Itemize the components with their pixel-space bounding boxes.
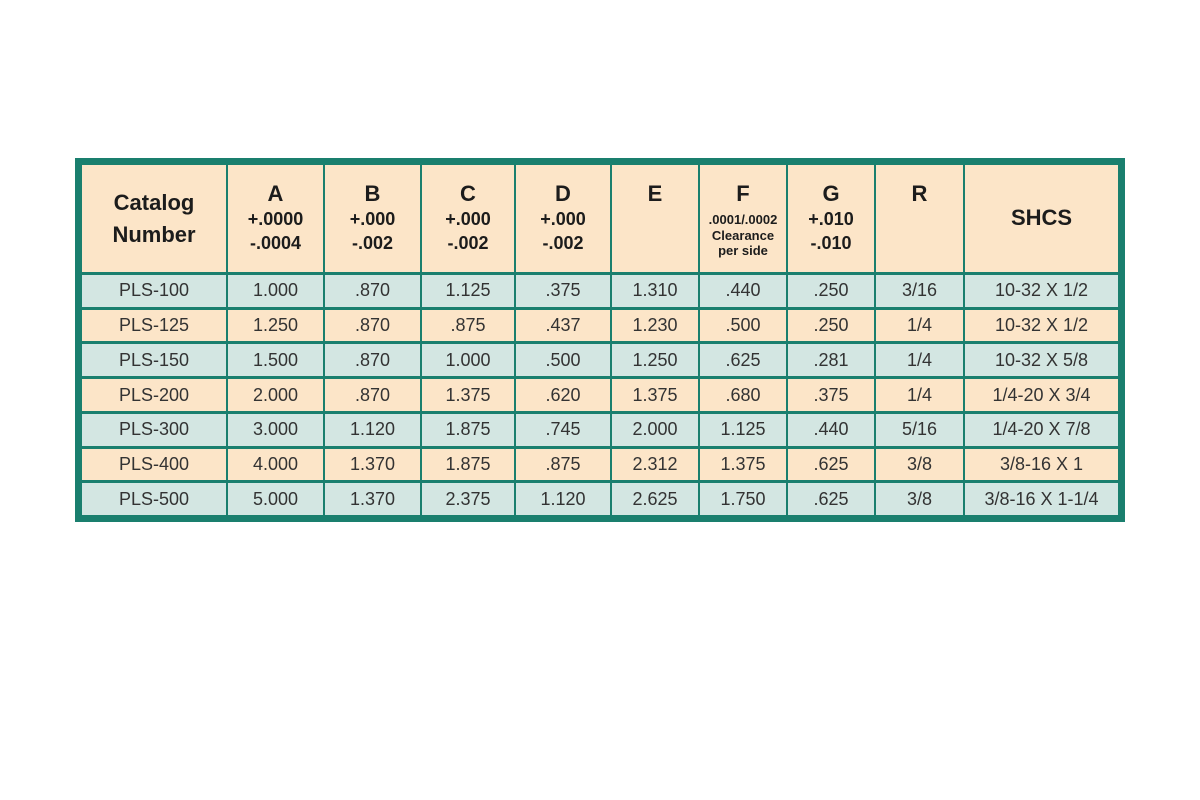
- cell-d: .620: [516, 379, 612, 414]
- cell-a: 1.000: [228, 275, 325, 310]
- header-catalog-line1: Catalog: [113, 189, 195, 215]
- cell-r: 1/4: [876, 344, 965, 379]
- table-row: [82, 310, 1118, 345]
- header-r: [876, 165, 965, 275]
- cell-shcs: 3/8-16 X 1-1/4: [965, 483, 1118, 515]
- cell-catalog-number: PLS-300: [82, 414, 228, 449]
- cell-g: .625: [788, 483, 876, 515]
- cell-d: .745: [516, 414, 612, 449]
- cell-a: 3.000: [228, 414, 325, 449]
- cell-catalog-number: PLS-400: [82, 449, 228, 484]
- cell-e: 1.250: [612, 344, 700, 379]
- cell-e: 2.000: [612, 414, 700, 449]
- table-row: [82, 275, 1118, 310]
- cell-a: 4.000: [228, 449, 325, 484]
- header-catalog-line2: Number: [112, 221, 196, 247]
- header-g-tol-plus: +.010: [808, 209, 854, 229]
- cell-b: 1.370: [325, 449, 422, 484]
- cell-b: .870: [325, 310, 422, 345]
- cell-b: .870: [325, 275, 422, 310]
- cell-g: .625: [788, 449, 876, 484]
- header-d-tol-minus: -.002: [542, 233, 584, 253]
- header-c-tol-plus: +.000: [445, 209, 491, 229]
- header-shcs-label: SHCS: [1010, 205, 1073, 231]
- cell-d: .875: [516, 449, 612, 484]
- cell-b: 1.120: [325, 414, 422, 449]
- header-catalog-number: [82, 165, 228, 275]
- header-d: [516, 165, 612, 275]
- cell-b: .870: [325, 344, 422, 379]
- cell-c: 1.375: [422, 379, 516, 414]
- header-a-tol-minus: -.0004: [249, 233, 302, 253]
- cell-g: .250: [788, 310, 876, 345]
- cell-shcs: 3/8-16 X 1: [965, 449, 1118, 484]
- header-e: [612, 165, 700, 275]
- header-f-clearance: Clearance: [711, 228, 775, 243]
- cell-f: .500: [700, 310, 788, 345]
- cell-e: 1.375: [612, 379, 700, 414]
- header-g: [788, 165, 876, 275]
- header-f-letter: F: [736, 181, 750, 206]
- cell-c: 1.875: [422, 414, 516, 449]
- cell-r: 3/8: [876, 449, 965, 484]
- header-b-tol-plus: +.000: [349, 209, 396, 229]
- header-f-per-side: per side: [718, 243, 768, 258]
- header-d-letter: D: [555, 181, 571, 206]
- header-f: [700, 165, 788, 275]
- cell-shcs: 1/4-20 X 3/4: [965, 379, 1118, 414]
- cell-catalog-number: PLS-150: [82, 344, 228, 379]
- cell-d: .500: [516, 344, 612, 379]
- cell-c: 1.875: [422, 449, 516, 484]
- cell-c: 1.000: [422, 344, 516, 379]
- cell-a: 1.250: [228, 310, 325, 345]
- cell-a: 1.500: [228, 344, 325, 379]
- table-row: [82, 344, 1118, 379]
- cell-e: 2.312: [612, 449, 700, 484]
- header-a: [228, 165, 325, 275]
- header-b: [325, 165, 422, 275]
- cell-f: 1.750: [700, 483, 788, 515]
- table-row: [82, 449, 1118, 484]
- cell-f: .625: [700, 344, 788, 379]
- header-a-letter: A: [267, 181, 284, 206]
- table-row: [82, 483, 1118, 515]
- cell-a: 2.000: [228, 379, 325, 414]
- cell-catalog-number: PLS-125: [82, 310, 228, 345]
- cell-c: 2.375: [422, 483, 516, 515]
- cell-g: .375: [788, 379, 876, 414]
- header-row: [82, 165, 1118, 275]
- cell-c: .875: [422, 310, 516, 345]
- cell-e: 1.230: [612, 310, 700, 345]
- header-g-letter: G: [822, 181, 840, 206]
- cell-r: 1/4: [876, 310, 965, 345]
- table-row: [82, 379, 1118, 414]
- cell-e: 1.310: [612, 275, 700, 310]
- cell-g: .440: [788, 414, 876, 449]
- cell-catalog-number: PLS-100: [82, 275, 228, 310]
- header-e-letter: E: [647, 181, 663, 206]
- cell-r: 5/16: [876, 414, 965, 449]
- cell-r: 3/16: [876, 275, 965, 310]
- cell-b: 1.370: [325, 483, 422, 515]
- cell-d: .437: [516, 310, 612, 345]
- header-c-letter: C: [460, 181, 476, 206]
- cell-r: 3/8: [876, 483, 965, 515]
- spec-table-frame: [75, 158, 1125, 522]
- cell-a: 5.000: [228, 483, 325, 515]
- header-c: [422, 165, 516, 275]
- table-row: [82, 414, 1118, 449]
- header-f-tolerance: .0001/.0002: [708, 212, 778, 227]
- cell-catalog-number: PLS-200: [82, 379, 228, 414]
- cell-shcs: 10-32 X 5/8: [965, 344, 1118, 379]
- spec-table: [82, 165, 1118, 515]
- cell-f: .440: [700, 275, 788, 310]
- cell-g: .250: [788, 275, 876, 310]
- cell-d: 1.120: [516, 483, 612, 515]
- cell-f: 1.375: [700, 449, 788, 484]
- cell-r: 1/4: [876, 379, 965, 414]
- header-shcs: [965, 165, 1118, 275]
- header-b-letter: B: [364, 181, 381, 206]
- cell-f: .680: [700, 379, 788, 414]
- cell-e: 2.625: [612, 483, 700, 515]
- header-a-tol-plus: +.0000: [247, 209, 304, 229]
- cell-f: 1.125: [700, 414, 788, 449]
- cell-catalog-number: PLS-500: [82, 483, 228, 515]
- spec-table-body: [82, 275, 1118, 515]
- header-r-letter: R: [911, 181, 928, 206]
- header-g-tol-minus: -.010: [810, 233, 852, 253]
- cell-c: 1.125: [422, 275, 516, 310]
- cell-shcs: 10-32 X 1/2: [965, 275, 1118, 310]
- cell-shcs: 1/4-20 X 7/8: [965, 414, 1118, 449]
- cell-g: .281: [788, 344, 876, 379]
- cell-shcs: 10-32 X 1/2: [965, 310, 1118, 345]
- cell-d: .375: [516, 275, 612, 310]
- header-b-tol-minus: -.002: [351, 233, 394, 253]
- header-d-tol-plus: +.000: [540, 209, 586, 229]
- cell-b: .870: [325, 379, 422, 414]
- header-c-tol-minus: -.002: [447, 233, 489, 253]
